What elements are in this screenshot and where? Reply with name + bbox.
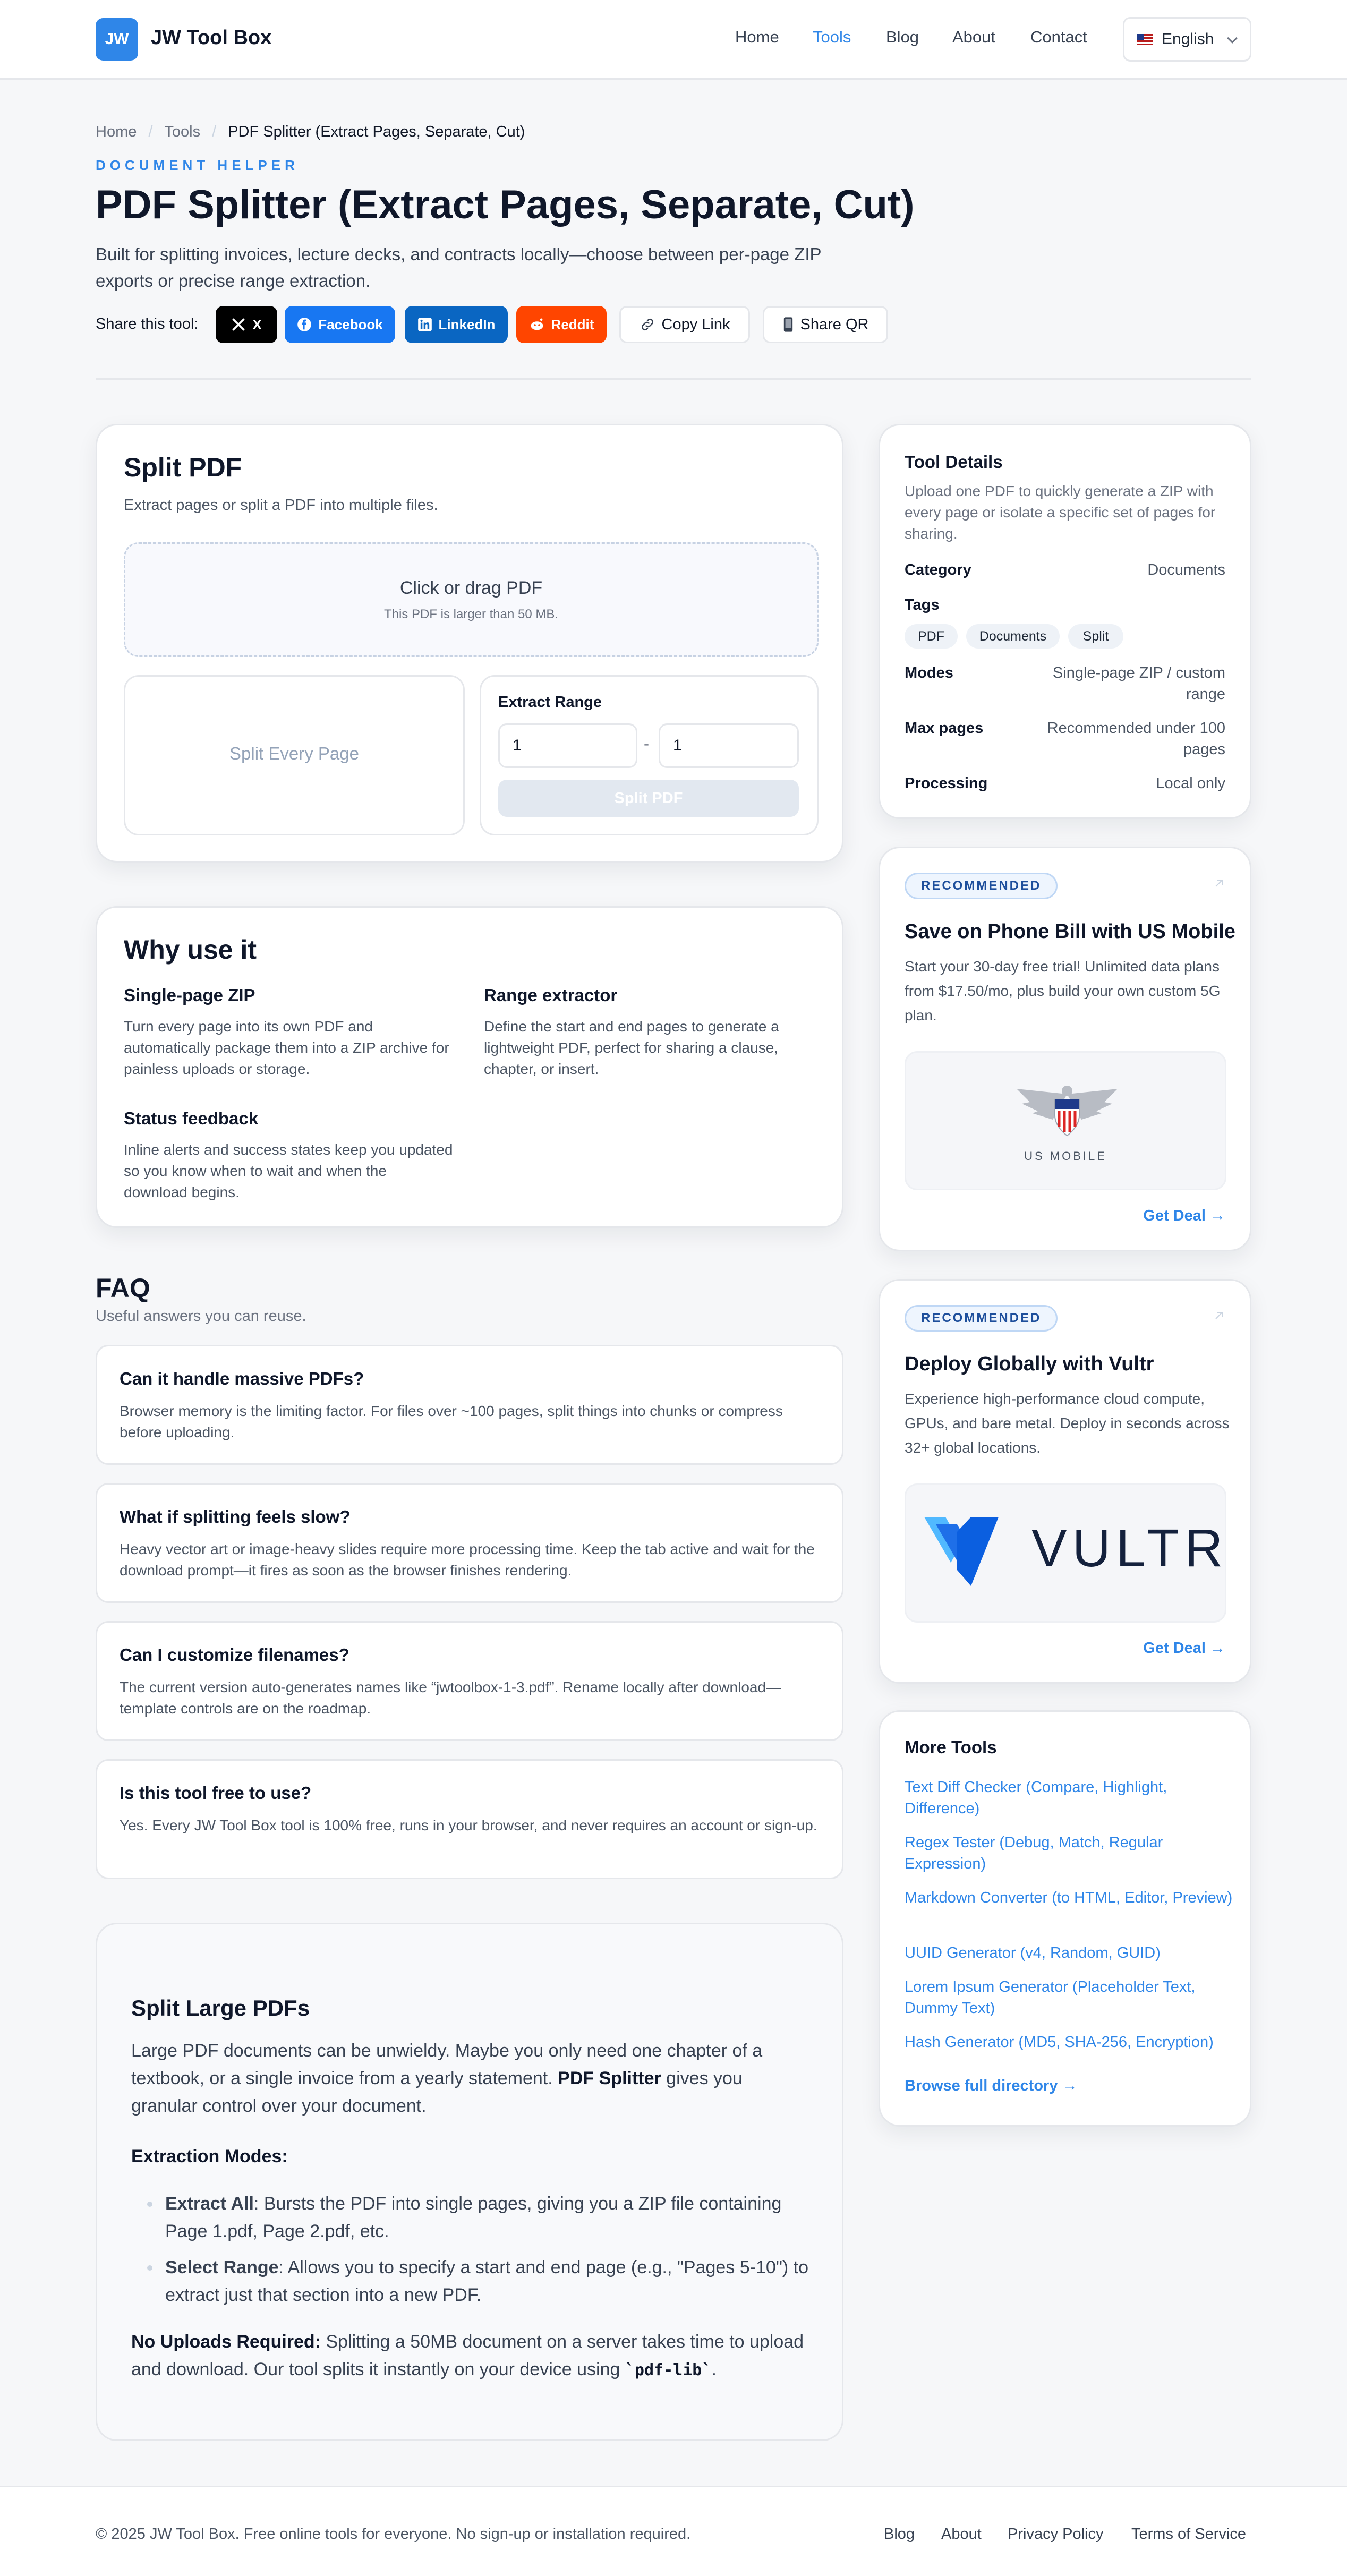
tool-description: Extract pages or split a PDF into multiple files. [124, 497, 438, 514]
tag[interactable]: Split [1068, 624, 1123, 649]
share-x-button[interactable] [216, 306, 277, 343]
intro-text: Large PDF documents can be unwieldy. Maybe you only need one chapter of a textbook, or a single invoice from a yearly statement. [131, 2041, 763, 2088]
nav-blog[interactable]: Blog [886, 28, 919, 46]
vultr-logo-icon [924, 1517, 1009, 1591]
range-separator: - [644, 735, 649, 753]
split-every-page-button[interactable] [124, 675, 465, 835]
tool-title: Split PDF [124, 453, 242, 482]
faq-question: Is this tool free to use? [120, 1783, 312, 1803]
share-linkedin-button[interactable] [405, 306, 508, 343]
breadcrumb-current: PDF Splitter (Extract Pages, Separate, Cut) [228, 123, 525, 140]
mode-name: Select Range [165, 2257, 279, 2278]
details-title: Tool Details [905, 452, 1003, 472]
copy-link-button[interactable] [619, 306, 750, 343]
modes-label: Modes [905, 664, 953, 681]
tags-label: Tags [905, 596, 940, 613]
extract-range-title: Extract Range [498, 694, 602, 711]
language-label: English [1162, 30, 1214, 48]
faq-item[interactable] [96, 1483, 843, 1603]
tool-link[interactable]: Regex Tester (Debug, Match, Regular Expression) [905, 1834, 1163, 1872]
share-qr-label: Share QR [800, 315, 869, 333]
copyright-text: © 2025 JW Tool Box. Free online tools for everyone. No sign-up or installation required. [96, 2526, 691, 2543]
mode-description: : Bursts the PDF into single pages, giving you a ZIP file containing Page 1.pdf, Page 2.pdf, etc. [165, 2194, 782, 2241]
nav-tools[interactable]: Tools [813, 28, 851, 46]
tags-list [905, 624, 1229, 649]
max-pages-value: Recommended under 100 pages [1047, 720, 1225, 758]
footer-link-privacy[interactable]: Privacy Policy [1008, 2526, 1104, 2543]
share-facebook-label: Facebook [318, 316, 383, 332]
no-upload-paragraph [131, 2328, 811, 2384]
list-item [165, 2254, 813, 2309]
mode-name: Extract All [165, 2194, 254, 2214]
get-deal-link[interactable]: Get Deal → [1143, 1207, 1225, 1224]
split-pdf-button[interactable]: Split PDF [498, 780, 799, 817]
external-link-icon [1214, 1310, 1224, 1321]
feature-description: Define the start and end pages to generate a lightweight PDF, perfect for sharing a clause, chapter, or insert. [484, 1018, 779, 1077]
footer-link-terms[interactable]: Terms of Service [1131, 2526, 1246, 2543]
recommended-badge: RECOMMENDED [905, 873, 1058, 899]
faq-item[interactable] [96, 1345, 843, 1465]
tool-link[interactable]: UUID Generator (v4, Random, GUID) [905, 1944, 1161, 1961]
faq-question: What if splitting feels slow? [120, 1507, 351, 1526]
facebook-icon [297, 317, 312, 332]
split-every-page-label: Split Every Page [229, 744, 359, 763]
phone-icon [782, 317, 794, 332]
processing-label: Processing [905, 775, 988, 792]
faq-subtitle: Useful answers you can reuse. [96, 1308, 306, 1325]
feature-title: Status feedback [124, 1108, 259, 1128]
no-upload-end: . [711, 2359, 717, 2379]
chevron-down-icon [1227, 33, 1238, 44]
bullet-icon [147, 2202, 152, 2207]
modes-heading: Extraction Modes: [131, 2146, 288, 2166]
page-title: PDF Splitter (Extract Pages, Separate, Cut) [96, 182, 915, 227]
faq-answer: Yes. Every JW Tool Box tool is 100% free, runs in your browser, and never requires an account or sign-up. [120, 1817, 817, 1833]
category-label: Category [905, 561, 971, 578]
link-icon [640, 317, 655, 332]
nav-contact[interactable]: Contact [1030, 28, 1087, 46]
bullet-icon [147, 2265, 152, 2271]
intro-text: gives you granular control over your document. [131, 2068, 743, 2116]
share-label: Share this tool: [96, 315, 199, 332]
pdf-dropzone[interactable] [124, 542, 819, 657]
dropzone-hint: This PDF is larger than 50 MB. [383, 607, 559, 621]
share-x-label: X [252, 316, 262, 332]
site-name[interactable]: JW Tool Box [151, 27, 272, 49]
more-tools-card [879, 1710, 1251, 2127]
breadcrumb-tools[interactable]: Tools [164, 123, 201, 140]
ad-title: Save on Phone Bill with US Mobile [905, 920, 1235, 943]
ad-title: Deploy Globally with Vultr [905, 1353, 1154, 1375]
us-mobile-logo-text: US MOBILE [1024, 1149, 1107, 1163]
linkedin-icon [417, 317, 432, 332]
reddit-icon [529, 317, 545, 332]
feature-description: Inline alerts and success states keep you updated so you know when to wait and when the download begins. [124, 1141, 453, 1200]
intro-bold: PDF Splitter [558, 2068, 661, 2088]
site-footer [0, 2486, 1347, 2576]
share-facebook-button[interactable] [285, 306, 395, 343]
tool-link[interactable]: Hash Generator (MD5, SHA-256, Encryption) [905, 2034, 1214, 2051]
nav-about[interactable]: About [952, 28, 996, 46]
breadcrumb-separator: / [212, 123, 217, 140]
tool-link[interactable]: Lorem Ipsum Generator (Placeholder Text, Dummy Text) [905, 1978, 1196, 2017]
feature-title: Single-page ZIP [124, 985, 255, 1005]
footer-link-blog[interactable]: Blog [884, 2526, 915, 2543]
faq-answer: The current version auto-generates names like “jwtoolbox-1-3.pdf”. Rename locally after download—template controls are on the roadmap. [120, 1679, 781, 1717]
mode-description: : Allows you to specify a start and end page (e.g., "Pages 5-10") to extract just that section into a new PDF. [165, 2257, 809, 2305]
footer-link-about[interactable]: About [941, 2526, 982, 2543]
nav-home[interactable]: Home [735, 28, 779, 46]
range-start-input[interactable]: 1 [498, 723, 637, 768]
article-card [96, 1923, 843, 2441]
logo-icon[interactable]: JW [96, 18, 138, 61]
x-icon [231, 317, 246, 332]
ad-card-vultr[interactable] [879, 1279, 1251, 1684]
feature-description: Turn every page into its own PDF and automatically package them into a ZIP archive for painless uploads or storage. [124, 1018, 449, 1077]
tool-link[interactable]: Markdown Converter (to HTML, Editor, Preview) [905, 1889, 1233, 1906]
ad-description: Experience high-performance cloud compute, GPUs, and bare metal. Deploy in seconds across 32+ global locations. [905, 1391, 1230, 1456]
article-title: Split Large PDFs [131, 1995, 310, 2020]
tool-card [96, 424, 843, 863]
language-select[interactable] [1123, 17, 1251, 62]
tool-link[interactable]: Text Diff Checker (Compare, Highlight, Difference) [905, 1779, 1167, 1817]
breadcrumb-home[interactable]: Home [96, 123, 137, 140]
copy-link-label: Copy Link [661, 315, 730, 333]
code-snippet: `pdf-lib` [625, 2361, 712, 2379]
faq-question: Can it handle massive PDFs? [120, 1369, 364, 1388]
external-link-icon [1214, 878, 1224, 889]
feature-title: Range extractor [484, 985, 618, 1005]
share-linkedin-label: LinkedIn [438, 316, 496, 332]
article-intro [131, 2037, 811, 2120]
faq-item[interactable] [96, 1621, 843, 1741]
get-deal-link[interactable]: Get Deal → [1143, 1640, 1225, 1657]
modes-value: Single-page ZIP / custom range [1052, 664, 1225, 703]
breadcrumb-separator: / [148, 123, 153, 140]
tag[interactable]: Documents [966, 624, 1060, 649]
faq-item[interactable] [96, 1759, 843, 1879]
share-reddit-label: Reddit [551, 316, 594, 332]
us-flag-icon [1137, 34, 1153, 45]
faq-title: FAQ [96, 1273, 150, 1303]
category-value: Documents [1147, 561, 1225, 578]
ad-image [905, 1051, 1226, 1190]
ad-description: Start your 30-day free trial! Unlimited data plans from $17.50/mo, plus build your own custom 5G plan. [905, 958, 1221, 1023]
eyebrow-label: DOCUMENT HELPER [96, 157, 299, 173]
tool-details-card [879, 424, 1251, 819]
share-reddit-button[interactable] [516, 306, 607, 343]
recommended-badge: RECOMMENDED [905, 1305, 1058, 1332]
us-mobile-logo-icon [1006, 1078, 1128, 1142]
why-title: Why use it [124, 935, 257, 965]
processing-value: Local only [1156, 775, 1225, 792]
list-item [165, 2190, 813, 2245]
details-description: Upload one PDF to quickly generate a ZIP with every page or isolate a specific set of pages for sharing. [905, 483, 1216, 542]
faq-answer: Heavy vector art or image-heavy slides require more processing time. Keep the tab active and wait for the download prompt—it fires as soon as the browser finishes rendering. [120, 1541, 815, 1579]
tag[interactable]: PDF [905, 624, 958, 649]
extract-range-panel [480, 675, 819, 835]
page-subtitle: Built for splitting invoices, lecture decks, and contracts locally—choose between per-page ZIP exports or precise range extraction. [96, 244, 821, 291]
faq-answer: Browser memory is the limiting factor. For files over ~100 pages, split things into chunks or compress before uploading. [120, 1403, 783, 1440]
faq-question: Can I customize filenames? [120, 1645, 349, 1665]
dropzone-title: Click or drag PDF [399, 578, 543, 598]
ad-card-us-mobile[interactable] [879, 847, 1251, 1251]
site-header [0, 0, 1347, 80]
share-qr-button[interactable] [763, 306, 888, 343]
why-use-it-card [96, 906, 843, 1228]
browse-directory-link[interactable]: Browse full directory → [905, 2077, 1078, 2094]
range-end-input[interactable]: 1 [659, 723, 799, 768]
section-divider [96, 378, 1251, 380]
breadcrumb [96, 123, 525, 141]
max-pages-label: Max pages [905, 720, 984, 737]
vultr-logo-text: VULTR [1031, 1519, 1229, 1578]
more-tools-title: More Tools [905, 1737, 997, 1757]
no-upload-text: Splitting a 50MB document on a server takes time to upload and download. Our tool splits it instantly on your device using [131, 2332, 804, 2379]
no-upload-bold: No Uploads Required: [131, 2332, 321, 2352]
ad-image [905, 1483, 1229, 1623]
